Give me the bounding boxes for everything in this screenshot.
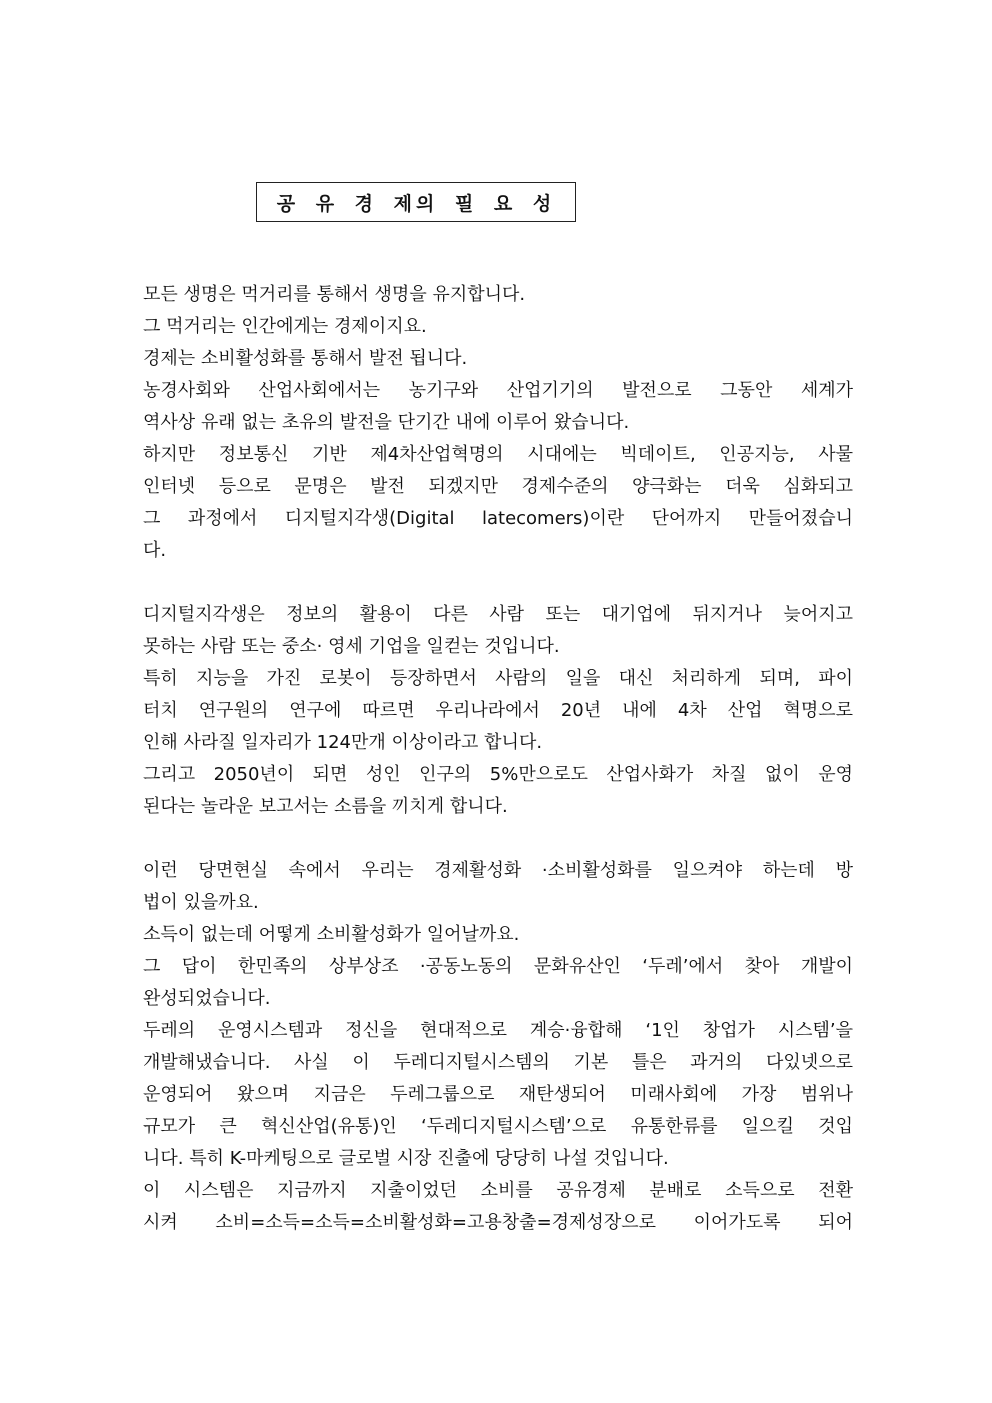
text-line: 개발해냈습니다. 사실 이 두레디지털시스템의 기본 틀은 과거의 다있넷으로 — [143, 1052, 853, 1073]
text-line: 농경사회와 산업사회에서는 농기구와 산업기기의 발전으로 그동안 세계가 — [143, 380, 853, 401]
text-line: 이런 당면현실 속에서 우리는 경제활성화 ·소비활성화를 일으켜야 하는데 방 — [143, 860, 853, 881]
paragraph-gap — [143, 823, 853, 855]
text-line: 못하는 사람 또는 중소· 영세 기업을 일컫는 것입니다. — [143, 636, 560, 657]
text-line: 그리고 2050년이 되면 성인 인구의 5%만으로도 산업사화가 차질 없이 운영 — [143, 764, 853, 785]
text-line: 인터넷 등으로 문명은 발전 되겠지만 경제수준의 양극화는 더욱 심화되고 — [143, 476, 853, 497]
text-line: 그 답이 한민족의 상부상조 ·공동노동의 문화유산인 ‘두레’에서 찾아 개발이 — [143, 956, 853, 977]
document-body — [143, 279, 853, 1239]
document-title: 공 유 경 제의 필 요 성 — [276, 192, 556, 215]
text-line: 규모가 큰 혁신산업(유통)인 ‘두레디지털시스템’으로 유통한류를 일으킬 것입 — [143, 1116, 853, 1137]
paragraph — [143, 855, 853, 1239]
text-line: 니다. 특히 K-마케팅으로 글로벌 시장 진출에 당당히 나설 것입니다. — [143, 1148, 669, 1169]
text-line: 된다는 놀라운 보고서는 소름을 끼치게 합니다. — [143, 796, 508, 817]
text-line: 하지만 정보통신 기반 제4차산업혁명의 시대에는 빅데이트, 인공지능, 사물 — [143, 444, 853, 465]
title-box — [256, 182, 576, 222]
text-line: 모든 생명은 먹거리를 통해서 생명을 유지합니다. — [143, 284, 526, 305]
text-line: 운영되어 왔으며 지금은 두레그룹으로 재탄생되어 미래사회에 가장 범위나 — [143, 1084, 853, 1105]
text-line: 디지털지각생은 정보의 활용이 다른 사람 또는 대기업에 뒤지거나 늦어지고 — [143, 604, 853, 625]
paragraph — [143, 279, 853, 567]
text-line: 시켜 소비=소득=소득=소비활성화=고용창출=경제성장으로 이어가도록 되어 — [143, 1212, 853, 1233]
text-line: 역사상 유래 없는 초유의 발전을 단기간 내에 이루어 왔습니다. — [143, 412, 630, 433]
text-line: 이 시스템은 지금까지 지출이었던 소비를 공유경제 분배로 소득으로 전환 — [143, 1180, 853, 1201]
paragraph — [143, 599, 853, 823]
text-line: 그 과정에서 디지털지각생(Digital latecomers)이란 단어까지 만들어졌습니 — [143, 508, 853, 529]
text-line: 특히 지능을 가진 로봇이 등장하면서 사람의 일을 대신 처리하게 되며, 파이 — [143, 668, 853, 689]
text-line: 법이 있을까요. — [143, 892, 259, 913]
text-line: 터치 연구원의 연구에 따르면 우리나라에서 20년 내에 4차 산업 혁명으로 — [143, 700, 853, 721]
text-line: 소득이 없는데 어떻게 소비활성화가 일어날까요. — [143, 924, 520, 945]
text-line: 인해 사라질 일자리가 124만개 이상이라고 합니다. — [143, 732, 543, 753]
text-line: 경제는 소비활성화를 통해서 발전 됩니다. — [143, 348, 468, 369]
paragraph-gap — [143, 567, 853, 599]
text-line: 다. — [143, 540, 167, 561]
text-line: 그 먹거리는 인간에게는 경제이지요. — [143, 316, 427, 337]
text-line: 완성되었습니다. — [143, 988, 271, 1009]
text-line: 두레의 운영시스템과 정신을 현대적으로 계승·융합해 ‘1인 창업가 시스템’을 — [143, 1020, 853, 1041]
